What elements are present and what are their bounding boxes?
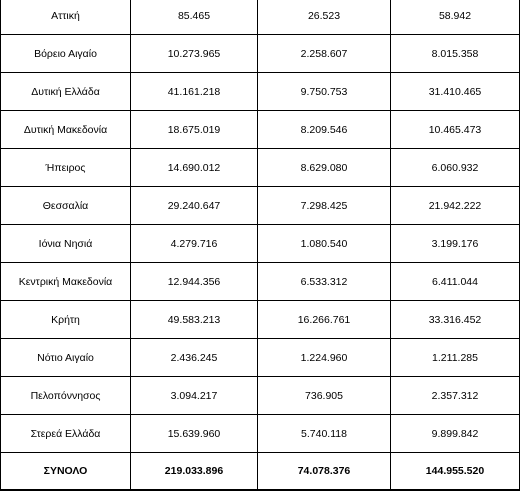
total-label: ΣΥΝΟΛΟ <box>1 453 131 491</box>
value-cell-2: 8.629.080 <box>258 149 391 187</box>
value-cell-1: 3.094.217 <box>131 377 258 415</box>
region-name-cell: Δυτική Μακεδονία <box>1 111 131 149</box>
value-cell-1: 2.436.245 <box>131 339 258 377</box>
table-row <box>1 263 520 301</box>
value-cell-1: 18.675.019 <box>131 111 258 149</box>
region-name-cell: Νότιο Αιγαίο <box>1 339 131 377</box>
table-row <box>1 339 520 377</box>
value-cell-1: 12.944.356 <box>131 263 258 301</box>
value-cell-2: 6.533.312 <box>258 263 391 301</box>
value-cell-3: 21.942.222 <box>391 187 520 225</box>
total-value-2: 74.078.376 <box>258 453 391 491</box>
total-value-3: 144.955.520 <box>391 453 520 491</box>
table-row <box>1 301 520 339</box>
value-cell-2: 16.266.761 <box>258 301 391 339</box>
table-row <box>1 149 520 187</box>
total-row <box>1 453 520 491</box>
region-name-cell: Δυτική Ελλάδα <box>1 73 131 111</box>
table-body <box>1 0 520 490</box>
value-cell-3: 6.060.932 <box>391 149 520 187</box>
value-cell-1: 4.279.716 <box>131 225 258 263</box>
table-row <box>1 225 520 263</box>
value-cell-2: 736.905 <box>258 377 391 415</box>
value-cell-3: 3.199.176 <box>391 225 520 263</box>
region-name-cell: Κρήτη <box>1 301 131 339</box>
region-name-cell: Αττική <box>1 0 131 35</box>
value-cell-3: 31.410.465 <box>391 73 520 111</box>
region-name-cell: Στερεά Ελλάδα <box>1 415 131 453</box>
value-cell-3: 8.015.358 <box>391 35 520 73</box>
value-cell-1: 10.273.965 <box>131 35 258 73</box>
value-cell-1: 85.465 <box>131 0 258 35</box>
value-cell-3: 1.211.285 <box>391 339 520 377</box>
value-cell-2: 26.523 <box>258 0 391 35</box>
value-cell-3: 9.899.842 <box>391 415 520 453</box>
value-cell-1: 29.240.647 <box>131 187 258 225</box>
region-name-cell: Κεντρική Μακεδονία <box>1 263 131 301</box>
value-cell-1: 49.583.213 <box>131 301 258 339</box>
region-name-cell: Ήπειρος <box>1 149 131 187</box>
value-cell-1: 14.690.012 <box>131 149 258 187</box>
region-name-cell: Θεσσαλία <box>1 187 131 225</box>
value-cell-2: 1.080.540 <box>258 225 391 263</box>
table-row <box>1 111 520 149</box>
value-cell-3: 10.465.473 <box>391 111 520 149</box>
value-cell-3: 6.411.044 <box>391 263 520 301</box>
value-cell-2: 5.740.118 <box>258 415 391 453</box>
value-cell-2: 7.298.425 <box>258 187 391 225</box>
value-cell-3: 58.942 <box>391 0 520 35</box>
region-name-cell: Ιόνια Νησιά <box>1 225 131 263</box>
value-cell-1: 15.639.960 <box>131 415 258 453</box>
value-cell-1: 41.161.218 <box>131 73 258 111</box>
table-row <box>1 0 520 35</box>
value-cell-3: 33.316.452 <box>391 301 520 339</box>
value-cell-2: 9.750.753 <box>258 73 391 111</box>
value-cell-2: 2.258.607 <box>258 35 391 73</box>
table-row <box>1 187 520 225</box>
value-cell-2: 8.209.546 <box>258 111 391 149</box>
region-name-cell: Βόρειο Αιγαίο <box>1 35 131 73</box>
table-row <box>1 73 520 111</box>
table-row <box>1 35 520 73</box>
region-name-cell: Πελοπόννησος <box>1 377 131 415</box>
table-row <box>1 415 520 453</box>
value-cell-3: 2.357.312 <box>391 377 520 415</box>
value-cell-2: 1.224.960 <box>258 339 391 377</box>
table-row <box>1 377 520 415</box>
total-value-1: 219.033.896 <box>131 453 258 491</box>
